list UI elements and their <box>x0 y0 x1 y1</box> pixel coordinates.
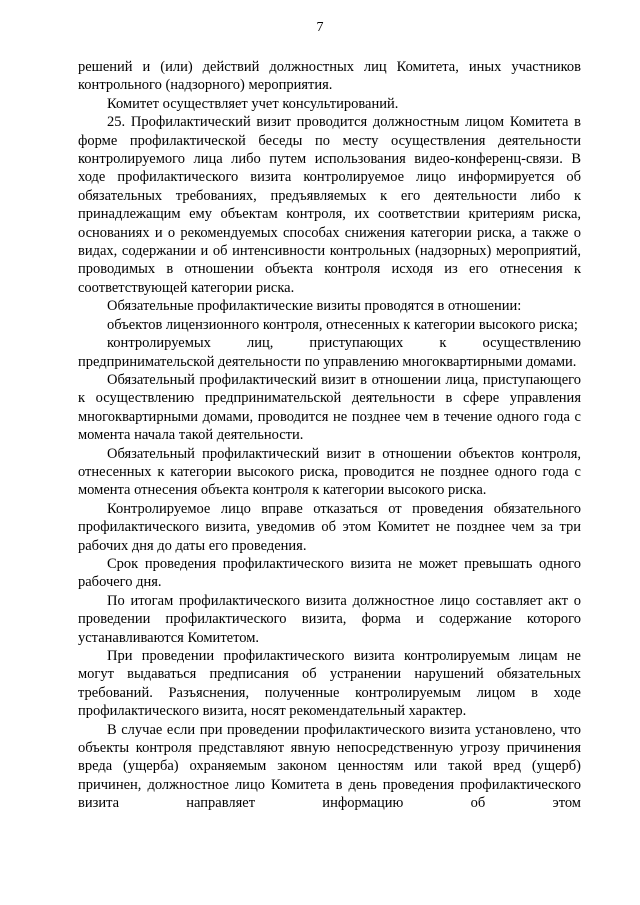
paragraph: Обязательный профилактический визит в отношении лица, приступающего к осуществлению предпринимательской деятельности в сфере управления многоквартирными домами, проводится не позднее чем в течение одного года с момента начала такой деятельности. <box>78 371 581 444</box>
paragraph: Обязательный профилактический визит в отношении объектов контроля, отнесенных к категории высокого риска, проводится не позднее одного года с момента отнесения объекта контроля к категории высокого риска. <box>78 445 581 499</box>
paragraph: Обязательные профилактические визиты проводятся в отношении: <box>107 298 522 315</box>
paragraph: В случае если при проведении профилактического визита установлено, что объекты контроля представляют явную непосредственную угрозу причинения вреда (ущерба) охраняемым законом ценностям или такой вред (ущерб) причинен, должностное лицо Комитета в день проведения профилактического визита направляет информацию об этом <box>78 721 581 812</box>
paragraph: Комитет осуществляет учет консультирований. <box>107 95 399 112</box>
page-number: 7 <box>316 20 324 35</box>
paragraph: объектов лицензионного контроля, отнесенных к категории высокого риска; <box>107 316 578 333</box>
paragraph: При проведении профилактического визита контролируемым лицам не могут выдаваться предписания об устранении нарушений обязательных требований. Разъяснения, полученные контролируемым лицом в ходе профилактического визита, носят рекомендательный характер. <box>78 648 581 720</box>
paragraph: По итогам профилактического визита должностное лицо составляет акт о проведении профилактического визита, форма и содержание которого устанавливаются Комитетом. <box>78 592 581 646</box>
document-body <box>78 58 581 813</box>
paragraph: Срок проведения профилактического визита не может превышать одного рабочего дня. <box>78 555 581 591</box>
paragraph: решений и (или) действий должностных лиц Комитета, иных участников контрольного (надзорного) мероприятия. <box>78 59 581 94</box>
paragraph: контролируемых лиц, приступающих к осуществлению предпринимательской деятельности по управлению многоквартирными домами. <box>78 335 581 370</box>
paragraph: 25. Профилактический визит проводится должностным лицом Комитета в форме профилактической беседы по месту осуществления деятельности контролируемого лица либо путем использования видео-конференц-связи. В ходе профилактического визита контролируемое лицо информируется об обязательных требованиях, предъявляемых к его деятельности либо к принадлежащим ему объектам контроля, их соответствии критериям риска, основаниях и о рекомендуемых способах снижения категории риска, а также о видах, содержании и об интенсивности контрольных (надзорных) мероприятий, проводимых в отношении объекта контроля исходя из его отнесения к соответствующей категории риска. <box>78 114 581 296</box>
paragraph: Контролируемое лицо вправе отказаться от проведения обязательного профилактического визита, уведомив об этом Комитет не позднее чем за три рабочих дня до даты его проведения. <box>78 500 581 554</box>
